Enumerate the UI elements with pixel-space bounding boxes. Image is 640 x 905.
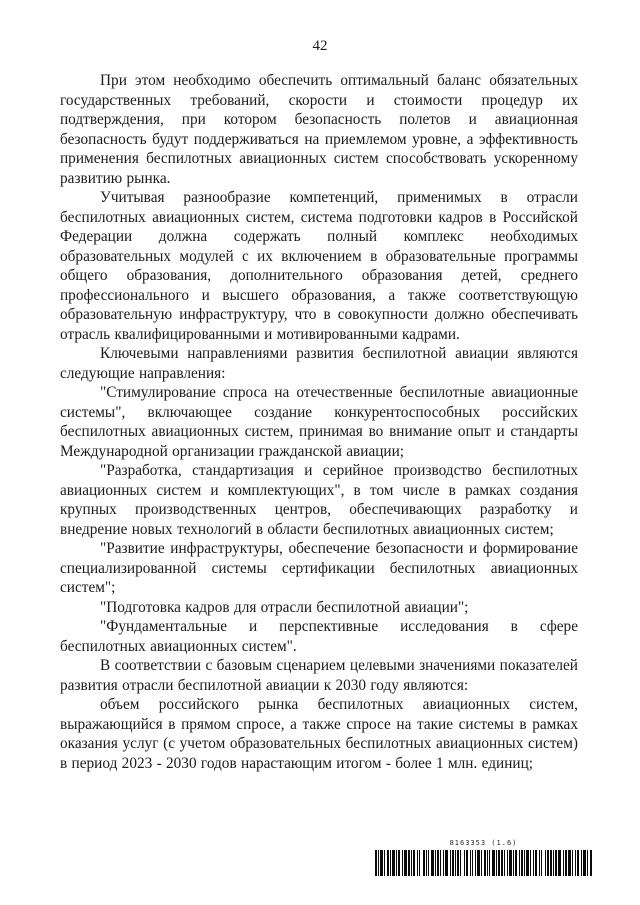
paragraph: объем российского рынка беспилотных авиационных систем, выражающийся в прямом спросе, а также спросе на такие системы в рамках оказания услуг (с учетом образовательных беспилотных авиационных систем) в период 2023 - 2030 годов нарастающим итогом - более 1 млн. единиц; (60, 696, 578, 772)
paragraph: "Развитие инфраструктуры, обеспечение безопасности и формирование специализированной системы сертификации беспилотных авиационных систем"; (60, 540, 578, 596)
document-body (60, 71, 578, 773)
paragraph: "Подготовка кадров для отрасли беспилотной авиации"; (100, 598, 469, 616)
paragraph: "Разработка, стандартизация и серийное производство беспилотных авиационных систем и комплектующих", в том числе в рамках создания крупных производственных центров, обеспечивающих разработку и внедрение новых технологий в области беспилотных авиационных систем; (60, 462, 578, 538)
barcode-bars-icon (375, 850, 592, 876)
paragraph: "Фундаментальные и перспективные исследования в сфере беспилотных авиационных систем". (60, 618, 578, 655)
barcode-label: 8163353 (1.6) (449, 839, 518, 847)
page-number: 42 (312, 38, 328, 54)
paragraph: В соответствии с базовым сценарием целевыми значениями показателей развития отрасли беспилотной авиации к 2030 году являются: (60, 657, 578, 694)
paragraph: Ключевыми направлениями развития беспилотной авиации являются следующие направления: (60, 345, 578, 382)
paragraph: При этом необходимо обеспечить оптимальный баланс обязательных государственных требований, скорости и стоимости процедур их подтверждения, при котором безопасность полетов и авиационная безопасность будут поддерживаться на приемлемом уровне, а эффективность применения беспилотных авиационных систем способствовать ускоренному развитию рынка. (60, 72, 578, 187)
paragraph: "Стимулирование спроса на отечественные беспилотные авиационные системы", включающее создание конкурентоспособных российских беспилотных авиационных систем, принимая во внимание опыт и стандарты Международной организации гражданской авиации; (60, 384, 578, 460)
paragraph: Учитывая разнообразие компетенций, применимых в отрасли беспилотных авиационных систем, система подготовки кадров в Российской Федерации должна содержать полный комплекс необходимых образовательных модулей с их включением в образовательные программы общего образования, дополнительного образования детей, среднего профессионального и высшего образования, а также соответствующую образовательную инфраструктуру, что в совокупности должно обеспечивать отрасль квалифицированными и мотивированными кадрами. (60, 189, 578, 343)
barcode (375, 839, 592, 876)
